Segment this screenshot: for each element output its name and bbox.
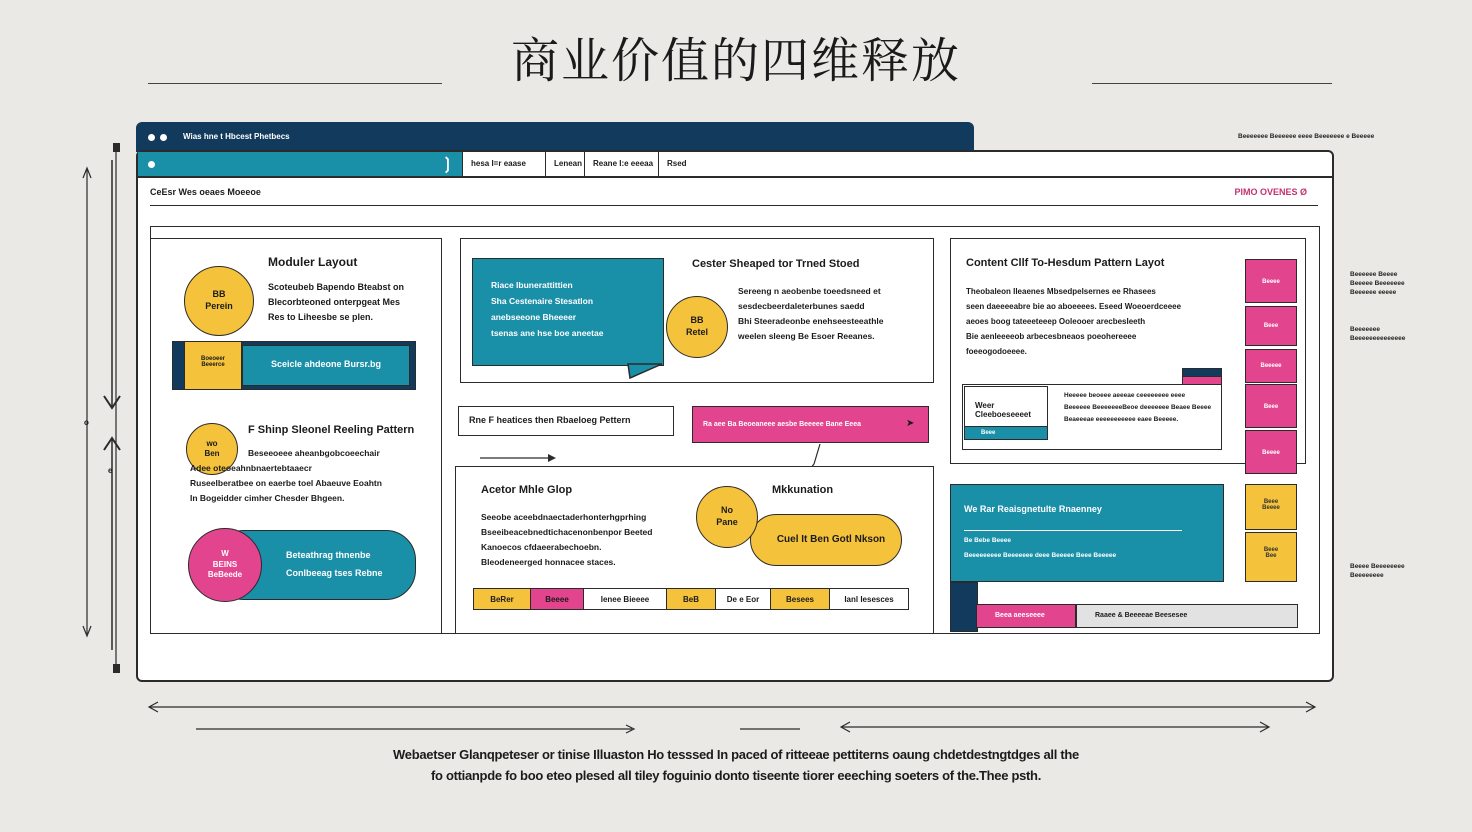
pink-square[interactable]: Beeee [1245, 259, 1297, 303]
mk-title: Mkkunation [772, 484, 834, 496]
left-label-o: o [84, 418, 89, 427]
reading-pattern-box: Rne F heatices then Rbaeloeg Pettern [458, 406, 674, 436]
side-note-3: Beeee Beeeeeeee Beeeeeeee [1350, 563, 1405, 579]
teal-panel-rule [964, 530, 1182, 531]
content-text: Theobaleon Ileaenes Mbsedpelsernes ee Rhasees seen daeeeeabre bie ao aboeeees. Eseed Woeoerdceeee aeoes boog tateeeteeep Ooleooer arecbesIeeth Bie aenleeeeob arbecesbneaos poeohereeee foeeogodoeeee. [966, 287, 1182, 356]
cell[interactable]: Ianl Iesesces [829, 588, 909, 610]
side-note-top: Beeeeeee Beeeeee eeee Beeeeeee e Beeeee [1238, 133, 1375, 140]
teal-panel-title: We Rar Reaisgnetulte Rnaenney [964, 504, 1102, 514]
cell[interactable]: BeB [666, 588, 716, 610]
tab-2[interactable]: Lenean [545, 152, 585, 176]
teal-panel-sub1: Be Bebe Beeee [964, 537, 1011, 544]
side-note-2: Beeeeeee Beeeeeeeeeeeeee [1350, 326, 1406, 342]
side-note-1: Beeeeee Beeee Beeeee Beeeeeee Beeeeee eeeee [1350, 271, 1405, 296]
bar-yellow-block: Boeoeer Beeerce [184, 341, 242, 390]
wo-box[interactable]: Weer Cleeboeseeeet [964, 386, 1048, 440]
caption-line-2: fo ottianpde fo boo eteo plesed all tiley foguinio donto tiseente tiorer eeeching soeters of the.Thee psth. [430, 768, 1042, 783]
window-dot[interactable] [148, 134, 155, 141]
accent-circle: No Pane [696, 486, 758, 548]
caption-line-1: Webaetser Glanqpeteser or tinise Illuaston Ho tesssed In paced of ritteeae pettiterns oaung chdetdestngtdges all the [393, 747, 1079, 762]
cell[interactable]: BeRer [473, 588, 531, 610]
teal-callout[interactable] [472, 258, 664, 366]
refresh-icon[interactable]: ❳ [440, 156, 454, 173]
accent-title: Acetor Mhle Glop [481, 484, 573, 496]
title-rule-right [1092, 83, 1332, 84]
pill-text: Beteathrag thnenbe Conlbeeag tses Rebne [286, 550, 383, 578]
window-dot[interactable] [160, 134, 167, 141]
pill-circle: W BEINS BeBeede [188, 528, 262, 602]
callout-body: Sereeng n aeobenbe toeedsneed et sesdecbeerdaleterbunes saedd Bhi Steeradeonbe enehseesteeathle weelen sleeng Be Esoer Reeanes. [738, 286, 884, 341]
arrow-right [480, 453, 560, 463]
address-dot [148, 161, 155, 168]
f-pattern-text: Beseeoeee aheanbgobcoeechair Adee oteoeahnbnaertebtaaecr Ruseelberatbee on eaerbe toel Abaeuve Eoahtn In Bogeidder cimher Chesder Bhgeen. [190, 448, 382, 503]
left-dimension-arrows [78, 140, 118, 680]
accent-text: Seeobe aceebdnaectaderhonterhgprhing Bseeibeacebnedtichacenonbenpor Beeted Kanoecos cfdaeerabechoebn. Bleodeneerged honnacee staces. [481, 512, 653, 567]
f-pattern-title: F Shinp Sleonel Reeling Pattern [248, 424, 415, 436]
f-pattern-circle: wo Ben [186, 423, 238, 475]
yellow-pill[interactable]: Cuel It Ben Gotl Nkson [750, 514, 902, 566]
section-label: CeEsr Wes oeaes Moeeoe [150, 187, 261, 197]
footer-pink[interactable]: Beea aeeseeee [976, 604, 1076, 628]
content-title: Content Cllf To-Hesdum Pattern Layot [966, 257, 1165, 269]
callout-circle: BB Retel [666, 296, 728, 358]
cell[interactable]: De e Eor [715, 588, 771, 610]
yellow-square[interactable]: Beee Beeee [1245, 484, 1297, 530]
tab-3[interactable]: Reane I:e eeeaa [584, 152, 659, 176]
nav-divider [138, 176, 1332, 178]
header-rule [150, 205, 1318, 206]
pink-banner[interactable]: Ra aee Ba Beoeaneee aesbe Beeeee Bane Eeea [692, 406, 929, 443]
callout-tail [626, 364, 666, 394]
cell[interactable]: Besees [770, 588, 830, 610]
window-title: Wias hne t Hbcest Phetbecs [183, 132, 290, 141]
teal-callout-text: Riace Ibunerattittien Sha Cestenaire Stesatlon anebseeone Bheeeer tsenas ane hse boe aneetae [491, 280, 604, 338]
tab-4[interactable]: Rsed [658, 152, 698, 176]
bottom-dimension-arrows [146, 698, 1326, 738]
pink-square[interactable]: Beeee [1245, 430, 1297, 474]
cursor-icon: ➤ [906, 418, 915, 429]
overview-link[interactable]: PlMO OVENES Ø [1234, 187, 1307, 197]
window-titlebar [136, 122, 974, 152]
teal-panel-sub2: Beeeeeeeee Beeeeeee deee Beeeee Beee Beeeee [964, 552, 1117, 559]
left-label-e: e [108, 466, 113, 475]
modular-title: Moduler Layout [268, 255, 358, 269]
tab-1[interactable]: hesa I=r eaase [462, 152, 546, 176]
cell[interactable]: Ienee Bieeee [583, 588, 667, 610]
modular-text: Scoteubeb Bapendo Bteabst on Blecorbteoned onterpgeat Mes Res to Liheesbe se plen. [268, 282, 405, 322]
pink-square[interactable]: Beee [1245, 384, 1297, 428]
pink-square[interactable]: Beeeee [1245, 349, 1297, 383]
title-rule-left [148, 83, 442, 84]
address-bar[interactable] [138, 152, 462, 176]
callout-title: Cester Sheaped tor Trned Stoed [692, 258, 860, 270]
wo-sub: Beee [964, 426, 1048, 440]
bar-teal-block[interactable]: Sceicle ahdeone Bursr.bg [242, 345, 410, 386]
page-title: 商业价值的四维释放 [510, 33, 961, 89]
badge-circle: BB Perein [184, 266, 254, 336]
footer-navy [950, 582, 978, 632]
yellow-square[interactable]: Beee Bee [1245, 532, 1297, 582]
list-text: Heeeee beoeee aeeeae ceeeeeeee eeee Beeeeee BeeeeeeeBeoe deeeeeee Beaee Beeee Beaeeeae eeeeeeeeeee eaee Beeeee. [1064, 392, 1212, 423]
pink-square[interactable]: Beee [1245, 306, 1297, 346]
teal-panel [950, 484, 1224, 582]
cell[interactable]: Beeee [530, 588, 584, 610]
footer-gray[interactable]: Raaee & Beeeeae Beesesee [1076, 604, 1298, 628]
